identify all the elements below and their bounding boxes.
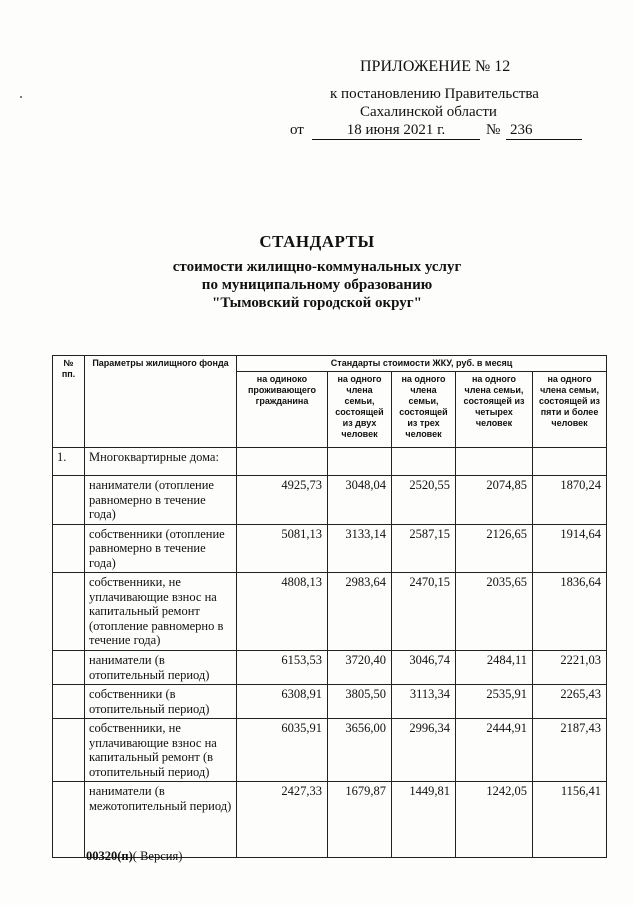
subtitle-line: по муниципальному образованию [201, 277, 433, 293]
row-label: наниматели (в межотопительный период) [85, 782, 237, 858]
header-params: Параметры жилищного фонда [85, 356, 237, 448]
table-row [53, 524, 607, 573]
cell-value: 3048,04 [328, 476, 392, 525]
header-col-single: на одиноко проживающего гражданина [237, 372, 328, 448]
footer-code [86, 849, 182, 864]
cell-value: 6153,53 [237, 651, 328, 685]
cell-value: 4808,13 [237, 573, 328, 651]
subtitle-line: "Тымовский городской округ" [212, 295, 422, 311]
section-number: 1. [53, 448, 85, 476]
row-label: наниматели (отопление равномерно в течение года) [85, 476, 237, 525]
section-row [53, 448, 607, 476]
row-label: собственники, не уплачивающие взнос на капитальный ремонт (отопление равномерно в течение года) [85, 573, 237, 651]
version-label: ( Версия) [132, 849, 183, 863]
document-subtitle [0, 258, 634, 312]
row-label: наниматели (в отопительный период) [85, 651, 237, 685]
section-label: Многоквартирные дома: [85, 448, 237, 476]
row-label: собственники, не уплачивающие взнос на капитальный ремонт (в отопительный период) [85, 719, 237, 782]
cell-value: 2265,43 [533, 685, 607, 719]
header-col-three: на одного члена семьи, состоящей из трех человек [392, 372, 456, 448]
cell-value: 1156,41 [533, 782, 607, 858]
appendix-number: 236 [506, 122, 582, 140]
table-row [53, 782, 607, 858]
cell-value: 3113,34 [392, 685, 456, 719]
subtitle-line: стоимости жилищно-коммунальных услуг [172, 259, 462, 275]
cell-value: 2126,65 [456, 524, 533, 573]
cell-value: 2035,65 [456, 573, 533, 651]
cell-value: 2221,03 [533, 651, 607, 685]
cell-value: 4925,73 [237, 476, 328, 525]
cell-value: 1914,64 [533, 524, 607, 573]
document-code: 00320(п) [86, 849, 133, 863]
table-row [53, 476, 607, 525]
number-label: № [486, 122, 501, 138]
table-row [53, 573, 607, 651]
scan-speck [20, 96, 22, 98]
header-col-two: на одного члена семьи, состоящей из двух человек [328, 372, 392, 448]
appendix-date: 18 июня 2021 г. [312, 122, 480, 140]
document-title: СТАНДАРТЫ [259, 232, 375, 251]
appendix-ref-line2: Сахалинской области [360, 104, 497, 120]
cell-value: 6035,91 [237, 719, 328, 782]
table-row [53, 719, 607, 782]
cell-value: 3656,00 [328, 719, 392, 782]
cell-value: 3046,74 [392, 651, 456, 685]
header-col-four: на одного члена семьи, состоящей из четырех человек [456, 372, 533, 448]
cell-value: 6308,91 [237, 685, 328, 719]
cell-value: 2444,91 [456, 719, 533, 782]
cell-value: 2187,43 [533, 719, 607, 782]
cell-value: 2484,11 [456, 651, 533, 685]
cell-value: 2535,91 [456, 685, 533, 719]
row-label: собственники (отопление равномерно в течение года) [85, 524, 237, 573]
cell-value: 1870,24 [533, 476, 607, 525]
header-group: Стандарты стоимости ЖКУ, руб. в месяц [237, 356, 607, 372]
cell-value: 2587,15 [392, 524, 456, 573]
cell-value: 5081,13 [237, 524, 328, 573]
cell-value: 1679,87 [328, 782, 392, 858]
cell-value: 3133,14 [328, 524, 392, 573]
header-col-five: на одного члена семьи, состоящей из пяти и более человек [533, 372, 607, 448]
appendix-ref-line1: к постановлению Правительства [330, 86, 539, 102]
date-prefix: от [290, 122, 304, 138]
cell-value: 2983,64 [328, 573, 392, 651]
cell-value: 2427,33 [237, 782, 328, 858]
cell-value: 3720,40 [328, 651, 392, 685]
cell-value: 2074,85 [456, 476, 533, 525]
header-npp: № пп. [53, 356, 85, 448]
row-label: собственники (в отопительный период) [85, 685, 237, 719]
cell-value: 1242,05 [456, 782, 533, 858]
table-row [53, 685, 607, 719]
appendix-title: ПРИЛОЖЕНИЕ № 12 [360, 58, 511, 75]
cell-value: 1449,81 [392, 782, 456, 858]
table-row [53, 651, 607, 685]
cell-value: 2996,34 [392, 719, 456, 782]
cell-value: 1836,64 [533, 573, 607, 651]
cell-value: 3805,50 [328, 685, 392, 719]
cell-value: 2520,55 [392, 476, 456, 525]
standards-table [52, 355, 607, 858]
cell-value: 2470,15 [392, 573, 456, 651]
